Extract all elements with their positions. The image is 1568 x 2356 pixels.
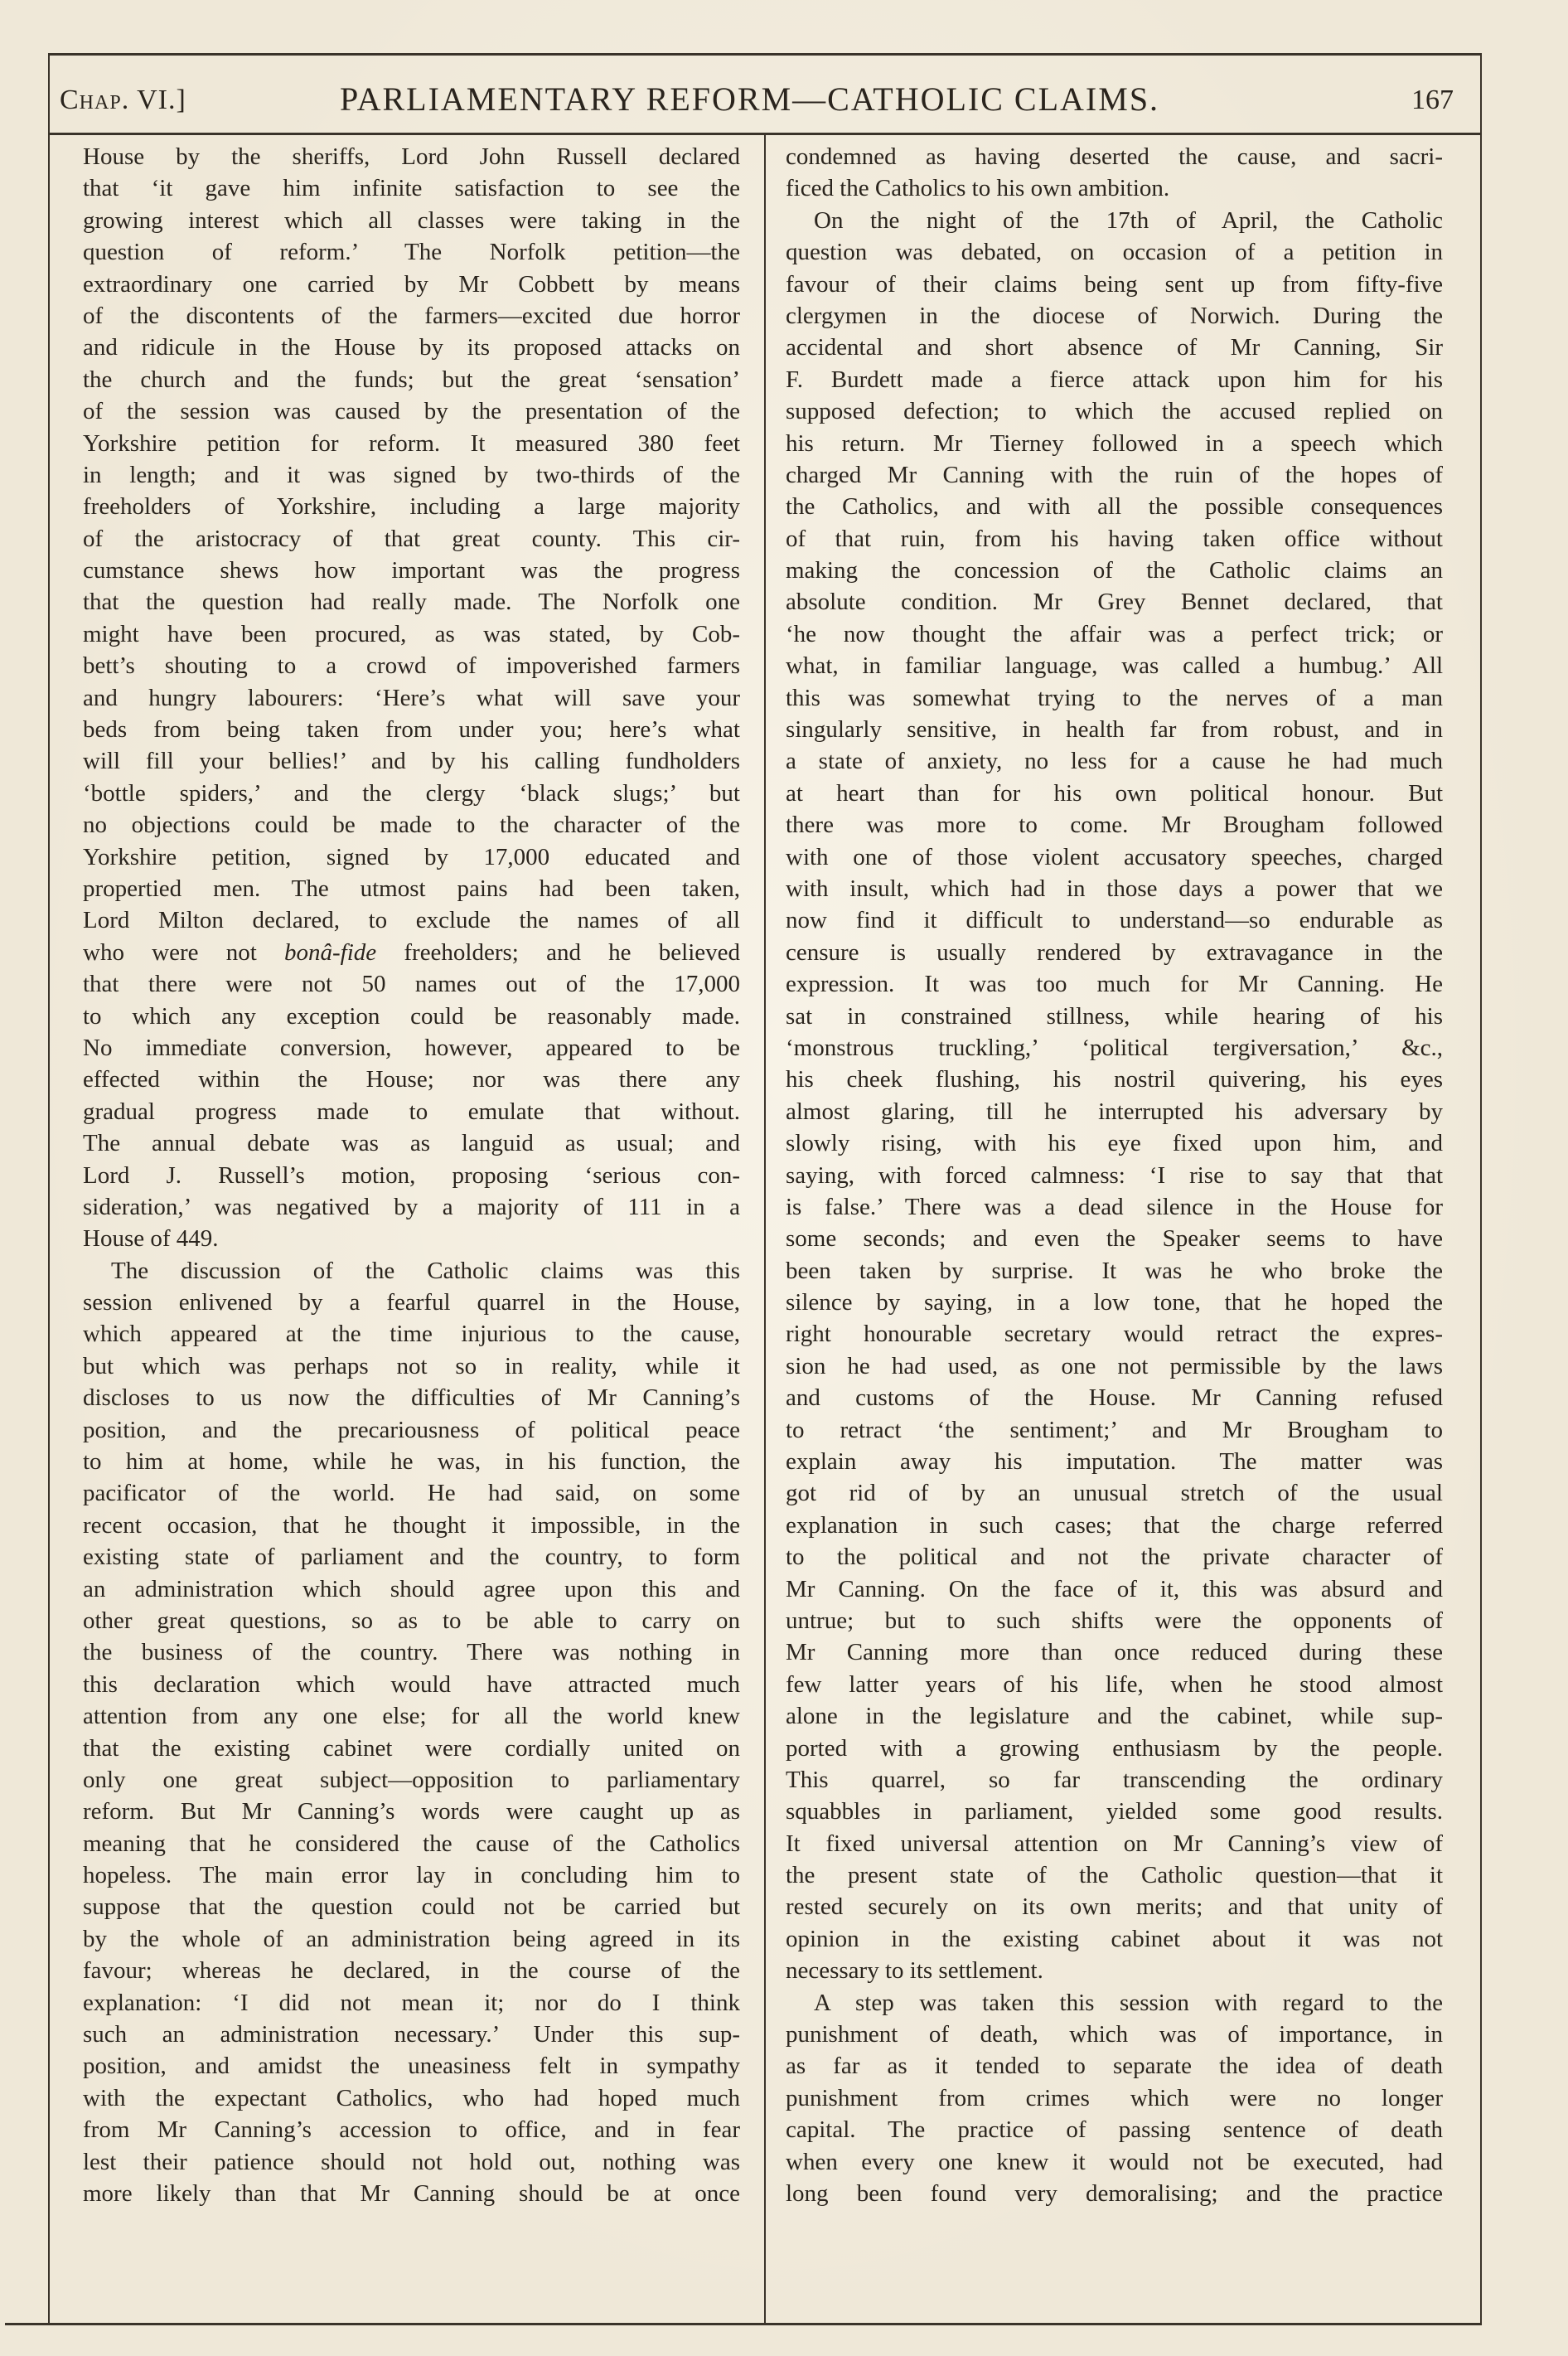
text-line: existing state of parliament and the country, to form <box>83 1544 740 1571</box>
text-line: The discussion of the Catholic claims was this <box>111 1257 740 1284</box>
text-line: which appeared at the time injurious to the cause, <box>83 1321 740 1348</box>
text-line: such an administration necessary.’ Under this sup- <box>83 2021 740 2048</box>
text-line: extraordinary one carried by Mr Cobbett by means <box>83 270 740 298</box>
text-line: lest their patience should not hold out, nothing was <box>83 2148 740 2175</box>
text-line: explanation in such cases; that the charge referred <box>786 1511 1443 1539</box>
text-line: what, in familiar language, was called a humbug.’ All <box>786 652 1443 680</box>
running-head <box>48 80 1480 129</box>
text-segment: freeholders; and he believed <box>376 938 740 966</box>
text-line: is false.’ There was a dead silence in the House for <box>786 1193 1443 1220</box>
right-border-rule <box>1480 53 1482 2324</box>
text-line: saying, with forced calmness: ‘I rise to say that that <box>786 1161 1443 1189</box>
text-line: of that ruin, from his having taken office without <box>786 525 1443 552</box>
text-line: the Catholics, and with all the possible consequences <box>786 493 1443 521</box>
text-line: few latter years of his life, when he stood almost <box>786 1670 1443 1698</box>
text-line: to which any exception could be reasonably made. <box>83 1002 740 1030</box>
text-line: This quarrel, so far transcending the ordinary <box>786 1766 1443 1793</box>
text-line: the business of the country. There was nothing in <box>83 1639 740 1666</box>
text-line: ported with a growing enthusiasm by the people. <box>786 1734 1443 1762</box>
text-line: explanation: ‘I did not mean it; nor do I think <box>83 1989 740 2016</box>
italic-term: bonâ-fide <box>284 938 377 966</box>
text-line: that the question had really made. The Norfolk one <box>83 589 740 616</box>
text-line: will fill your bellies!’ and by his calling fundholders <box>83 748 740 775</box>
text-line: to retract ‘the sentiment;’ and Mr Brougham to <box>786 1416 1443 1443</box>
text-line: squabbles in parliament, yielded some good results. <box>786 1798 1443 1825</box>
text-line: untrue; but to such shifts were the opponents of <box>786 1607 1443 1634</box>
text-line: silence by saying, in a low tone, that he hoped the <box>786 1289 1443 1316</box>
text-line: freeholders of Yorkshire, including a large majority <box>83 493 740 521</box>
text-line: question was debated, on occasion of a petition in <box>786 239 1443 266</box>
top-border-rule <box>48 53 1480 56</box>
text-line: Lord J. Russell’s motion, proposing ‘serious con- <box>83 1161 740 1189</box>
text-line: right honourable secretary would retract the expres- <box>786 1321 1443 1348</box>
text-line: some seconds; and even the Speaker seems to have <box>786 1225 1443 1253</box>
text-line: On the night of the 17th of April, the Catholic <box>814 206 1443 234</box>
text-line: now find it difficult to understand—so endurable as <box>786 907 1443 934</box>
text-line: sat in constrained stillness, while hearing of his <box>786 1002 1443 1030</box>
text-line: Mr Canning more than once reduced during these <box>786 1639 1443 1666</box>
right-text-column <box>786 141 1443 2209</box>
chapter-label: Chap. VI.] <box>60 85 186 115</box>
text-line: Yorkshire petition, signed by 17,000 educated and <box>83 843 740 870</box>
text-line: alone in the legislature and the cabinet, while sup- <box>786 1703 1443 1730</box>
page-number: 167 <box>1411 85 1454 115</box>
text-line: The annual debate was as languid as usual; and <box>83 1130 740 1157</box>
text-line: pacificator of the world. He had said, on some <box>83 1480 740 1507</box>
text-line: meaning that he considered the cause of the Catholics <box>83 1830 740 1857</box>
text-line: of the aristocracy of that great county. This cir- <box>83 525 740 552</box>
text-line: that there were not 50 names out of the 17,000 <box>83 971 740 998</box>
text-line: punishment of death, which was of importance, in <box>786 2021 1443 2048</box>
text-line: with one of those violent accusatory speeches, charged <box>786 843 1443 870</box>
text-line: making the concession of the Catholic claims an <box>786 557 1443 584</box>
text-line: attention from any one else; for all the world knew <box>83 1703 740 1730</box>
text-line: cumstance shews how important was the progress <box>83 557 740 584</box>
text-line: question of reform.’ The Norfolk petition—the <box>83 239 740 266</box>
text-line: to him at home, while he was, in his function, the <box>83 1448 740 1476</box>
text-line: punishment from crimes which were no longer <box>786 2084 1443 2111</box>
text-line: only one great subject—opposition to parliamentary <box>83 1766 740 1793</box>
text-line: from Mr Canning’s accession to office, and in fear <box>83 2116 740 2144</box>
text-line: and ridicule in the House by its proposed attacks on <box>83 334 740 361</box>
text-line: an administration which should agree upon this and <box>83 1575 740 1602</box>
text-line: opinion in the existing cabinet about it was not <box>786 1925 1443 1952</box>
text-line: ficed the Catholics to his own ambition. <box>786 175 1170 202</box>
text-line: gradual progress made to emulate that without. <box>83 1098 740 1125</box>
text-line: No immediate conversion, however, appeared to be <box>83 1034 740 1061</box>
text-line: a state of anxiety, no less for a cause he had much <box>786 748 1443 775</box>
text-line: position, and amidst the uneasiness felt in sympathy <box>83 2053 740 2080</box>
text-line: recent occasion, that he thought it impossible, in the <box>83 1511 740 1539</box>
text-line: accidental and short absence of Mr Canning, Sir <box>786 334 1443 361</box>
text-line: favour; whereas he declared, in the course of the <box>83 1957 740 1985</box>
text-line: beds from being taken from under you; here’s what <box>83 716 740 744</box>
text-line: slowly rising, with his eye fixed upon him, and <box>786 1130 1443 1157</box>
text-line: by the whole of an administration being agreed in its <box>83 1925 740 1952</box>
text-line: that the existing cabinet were cordially united on <box>83 1734 740 1762</box>
text-line: ‘bottle spiders,’ and the clergy ‘black slugs;’ but <box>83 779 740 807</box>
left-border-rule <box>48 53 50 2324</box>
text-line: hopeless. The main error lay in concluding him to <box>83 1862 740 1889</box>
text-line: been taken by surprise. It was he who broke the <box>786 1257 1443 1284</box>
bottom-border-rule <box>5 2323 1482 2325</box>
text-line: of the session was caused by the presentation of the <box>83 398 740 425</box>
left-text-column <box>83 141 740 2209</box>
text-line: clergymen in the diocese of Norwich. During the <box>786 302 1443 329</box>
text-line <box>83 937 740 968</box>
running-title: PARLIAMENTARY REFORM—CATHOLIC CLAIMS. <box>340 80 1160 118</box>
text-line: of the discontents of the farmers—excited due horror <box>83 302 740 329</box>
column-divider <box>764 134 766 2323</box>
text-line: discloses to us now the difficulties of Mr Canning’s <box>83 1384 740 1412</box>
text-line: and hungry labourers: ‘Here’s what will save your <box>83 684 740 711</box>
text-line: there was more to come. Mr Brougham followed <box>786 812 1443 839</box>
text-line: the church and the funds; but the great ‘sensation’ <box>83 366 740 393</box>
text-segment: who were not <box>83 938 284 966</box>
text-line: his cheek flushing, his nostril quivering, his eyes <box>786 1066 1443 1093</box>
text-line: sion he had used, as one not permissible by the laws <box>786 1352 1443 1379</box>
text-line: at heart than for his own political honour. But <box>786 779 1443 807</box>
text-line: the present state of the Catholic question—that it <box>786 1862 1443 1889</box>
text-line: absolute condition. Mr Grey Bennet declared, that <box>786 589 1443 616</box>
text-line: position, and the precariousness of political peace <box>83 1416 740 1443</box>
text-line: ‘monstrous truckling,’ ‘political tergiversation,’ &c., <box>786 1034 1443 1061</box>
text-line: more likely than that Mr Canning should be at once <box>83 2180 740 2207</box>
text-line: and customs of the House. Mr Canning refused <box>786 1384 1443 1412</box>
text-line: other great questions, so as to be able to carry on <box>83 1607 740 1634</box>
text-line: House by the sheriffs, Lord John Russell declared <box>83 143 740 170</box>
text-line: long been found very demoralising; and the practice <box>786 2180 1443 2207</box>
text-line: in length; and it was signed by two-thirds of the <box>83 461 740 488</box>
text-line: Yorkshire petition for reform. It measured 380 feet <box>83 429 740 457</box>
text-line: Mr Canning. On the face of it, this was absurd and <box>786 1575 1443 1602</box>
text-line: growing interest which all classes were taking in the <box>83 206 740 234</box>
text-line: might have been procured, as was stated, by Cob- <box>83 620 740 647</box>
text-line: Lord Milton declared, to exclude the names of all <box>83 907 740 934</box>
text-line: rested securely on its own merits; and that unity of <box>786 1893 1443 1921</box>
text-line: with insult, which had in those days a power that we <box>786 875 1443 902</box>
text-line: sideration,’ was negatived by a majority of 111 in a <box>83 1193 740 1220</box>
text-line: as far as it tended to separate the idea of death <box>786 2053 1443 2080</box>
text-line: favour of their claims being sent up from fifty-five <box>786 270 1443 298</box>
text-line: It fixed universal attention on Mr Canning’s view of <box>786 1830 1443 1857</box>
text-line: expression. It was too much for Mr Canning. He <box>786 971 1443 998</box>
text-line: no objections could be made to the character of the <box>83 812 740 839</box>
text-line: explain away his imputation. The matter was <box>786 1448 1443 1476</box>
text-line: charged Mr Canning with the ruin of the hopes of <box>786 461 1443 488</box>
text-line: to the political and not the private character of <box>786 1544 1443 1571</box>
text-line: suppose that the question could not be carried but <box>83 1893 740 1921</box>
text-line: reform. But Mr Canning’s words were caught up as <box>83 1798 740 1825</box>
text-line: propertied men. The utmost pains had been taken, <box>83 875 740 902</box>
text-line: supposed defection; to which the accused replied on <box>786 398 1443 425</box>
text-line: almost glaring, till he interrupted his adversary by <box>786 1098 1443 1125</box>
text-line: singularly sensitive, in health far from robust, and in <box>786 716 1443 744</box>
text-line: this declaration which would have attracted much <box>83 1670 740 1698</box>
text-line: A step was taken this session with regard to the <box>814 1989 1443 2016</box>
text-line: his return. Mr Tierney followed in a speech which <box>786 429 1443 457</box>
text-line: but which was perhaps not so in reality, while it <box>83 1352 740 1379</box>
text-line: session enlivened by a fearful quarrel in the House, <box>83 1289 740 1316</box>
text-line: that ‘it gave him infinite satisfaction to see the <box>83 175 740 202</box>
text-line: effected within the House; nor was there any <box>83 1066 740 1093</box>
text-line: F. Burdett made a fierce attack upon him for his <box>786 366 1443 393</box>
text-line: capital. The practice of passing sentence of death <box>786 2116 1443 2144</box>
text-line: House of 449. <box>83 1225 219 1253</box>
text-line: this was somewhat trying to the nerves of a man <box>786 684 1443 711</box>
text-line: with the expectant Catholics, who had hoped much <box>83 2084 740 2111</box>
text-line: necessary to its settlement. <box>786 1957 1043 1985</box>
text-line: got rid of by an unusual stretch of the usual <box>786 1480 1443 1507</box>
text-line: bett’s shouting to a crowd of impoverished farmers <box>83 652 740 680</box>
text-line: ‘he now thought the affair was a perfect trick; or <box>786 620 1443 647</box>
text-line: when every one knew it would not be executed, had <box>786 2148 1443 2175</box>
text-line: censure is usually rendered by extravagance in the <box>786 938 1443 966</box>
text-line: condemned as having deserted the cause, and sacri- <box>786 143 1443 170</box>
